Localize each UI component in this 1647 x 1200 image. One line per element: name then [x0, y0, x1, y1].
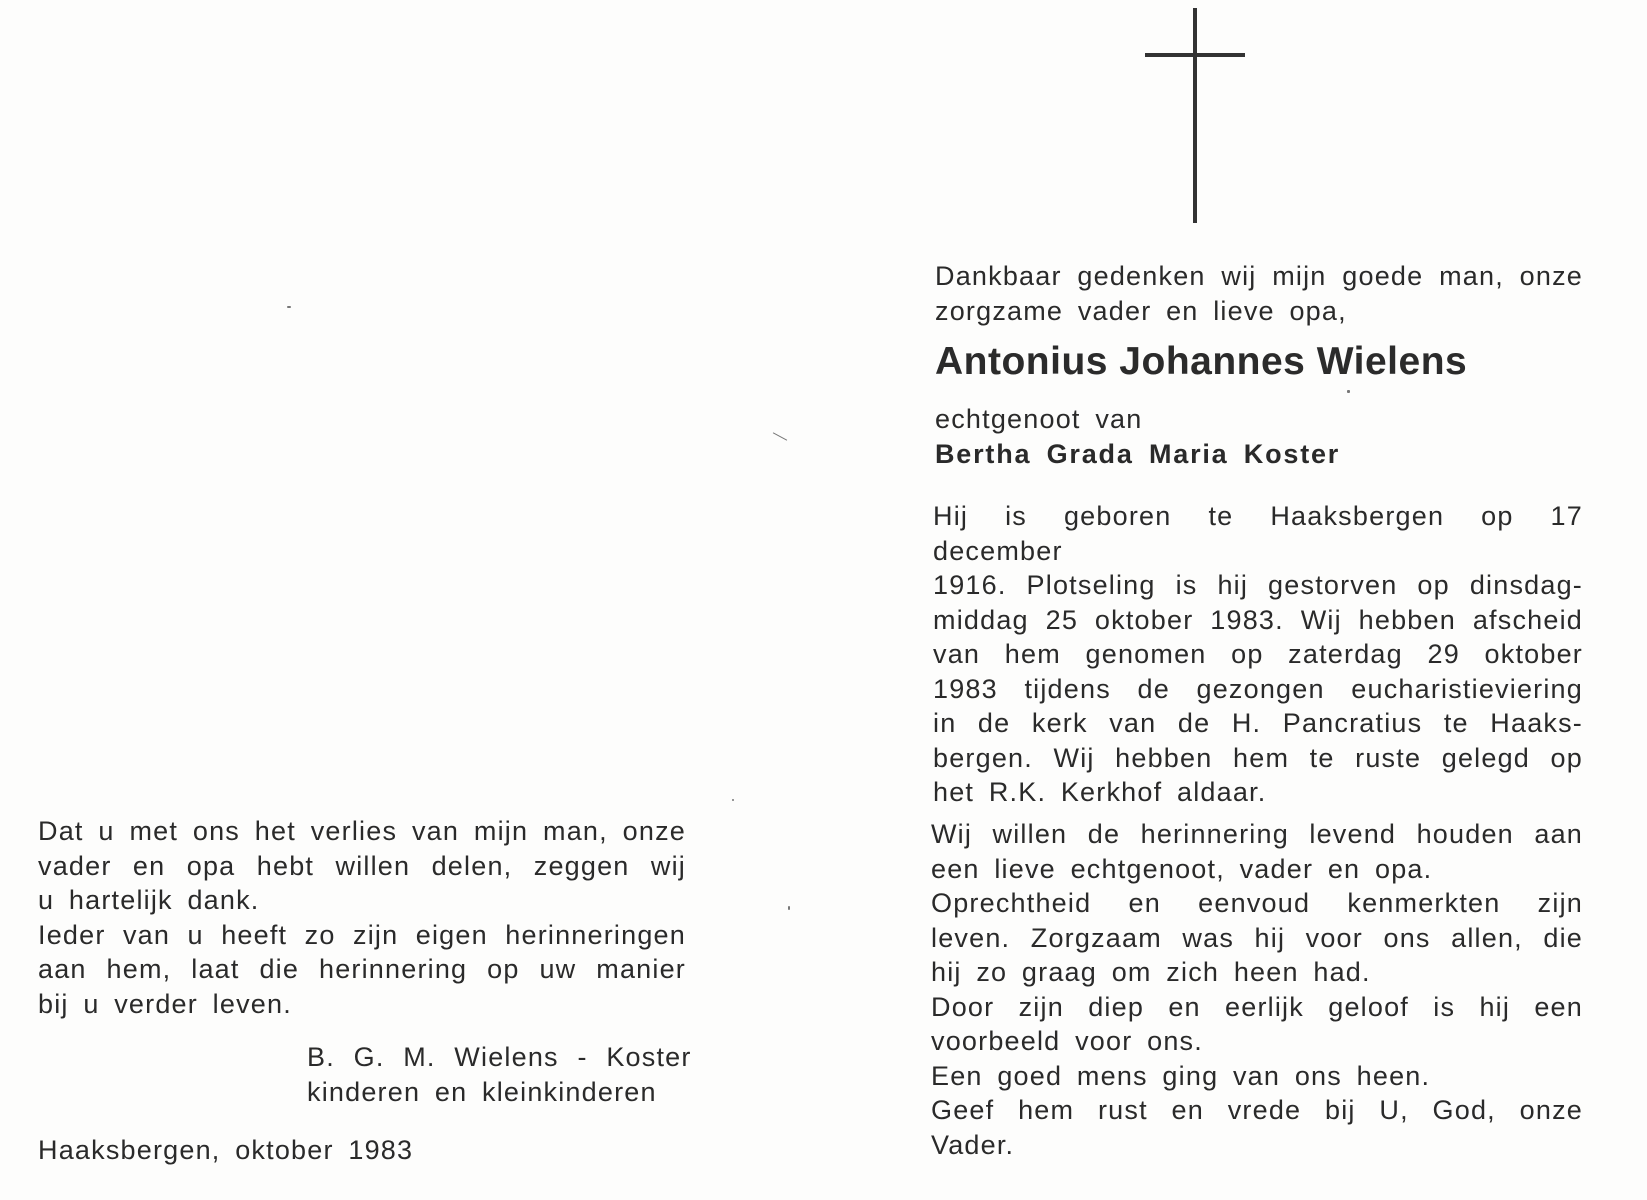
signature — [307, 1040, 692, 1109]
remembrance-line: Vader. — [931, 1129, 1015, 1160]
biography-line: in de kerk van de H. Pancratius te Haaks- — [933, 708, 1583, 738]
scan-speck — [773, 432, 788, 440]
biography-line: Hij is geboren te Haaksbergen op 17 december — [933, 501, 1583, 566]
signature-line: kinderen en kleinkinderen — [307, 1076, 657, 1107]
remembrance-line: een lieve echtgenoot, vader en opa. — [931, 853, 1433, 884]
thanks-line: aan hem, laat die herinnering op uw manier — [38, 954, 686, 984]
remembrance-line: hij zo graag om zich heen had. — [931, 957, 1371, 987]
deceased-name: Antonius Johannes Wielens — [935, 340, 1468, 383]
remembrance-line: leven. Zorgzaam was hij voor ons allen, die — [931, 922, 1583, 953]
thanks-line: u hartelijk dank. — [38, 885, 260, 915]
thanks-line: bij u verder leven. — [38, 988, 292, 1019]
cross-icon — [1145, 8, 1245, 223]
signature-line: B. G. M. Wielens - Koster — [307, 1042, 692, 1072]
remembrance-text — [931, 817, 1583, 1162]
thanks-text — [38, 814, 686, 1021]
thanks-line: Dat u met ons het verlies van mijn man, onze — [38, 816, 686, 846]
biography-line: 1983 tijdens de gezongen eucharistieviering — [933, 673, 1583, 704]
thanks-line: vader en opa hebt willen delen, zeggen wij — [38, 850, 686, 881]
cross-horizontal-bar — [1145, 53, 1245, 57]
remembrance-line: Oprechtheid en eenvoud kenmerkten zijn — [931, 888, 1583, 918]
scan-speck — [732, 799, 734, 801]
remembrance-line: Wij willen de herinnering levend houden aan — [931, 819, 1583, 849]
spouse-label: echtgenoot van — [935, 404, 1143, 434]
spouse-section — [935, 402, 1583, 471]
thanks-line: Ieder van u heeft zo zijn eigen herinneringen — [38, 919, 686, 950]
scan-speck — [287, 306, 291, 308]
remembrance-line: Geef hem rust en vrede bij U, God, onze — [931, 1095, 1583, 1125]
remembrance-line: Door zijn diep en eerlijk geloof is hij een — [931, 991, 1583, 1022]
intro-text — [935, 259, 1583, 328]
scan-speck — [788, 906, 790, 910]
biography-line: van hem genomen op zaterdag 29 oktober — [933, 639, 1583, 669]
biography-line: bergen. Wij hebben hem te ruste gelegd op — [933, 742, 1583, 773]
remembrance-line: Een goed mens ging van ons heen. — [931, 1060, 1431, 1091]
place-date: Haaksbergen, oktober 1983 — [38, 1135, 414, 1165]
biography-line: 1916. Plotseling is hij gestorven op dinsdag- — [933, 570, 1583, 600]
intro-line: Dankbaar gedenken wij mijn goede man, onze — [935, 261, 1583, 291]
intro-line: zorgzame vader en lieve opa, — [935, 295, 1347, 326]
scan-speck — [1347, 390, 1350, 393]
biography-line: middag 25 oktober 1983. Wij hebben afscheid — [933, 604, 1583, 635]
biography-text — [933, 499, 1583, 810]
remembrance-line: voorbeeld voor ons. — [931, 1026, 1203, 1056]
cross-vertical-bar — [1193, 8, 1197, 223]
spouse-name: Bertha Grada Maria Koster — [935, 438, 1341, 469]
biography-line: het R.K. Kerkhof aldaar. — [933, 777, 1267, 807]
